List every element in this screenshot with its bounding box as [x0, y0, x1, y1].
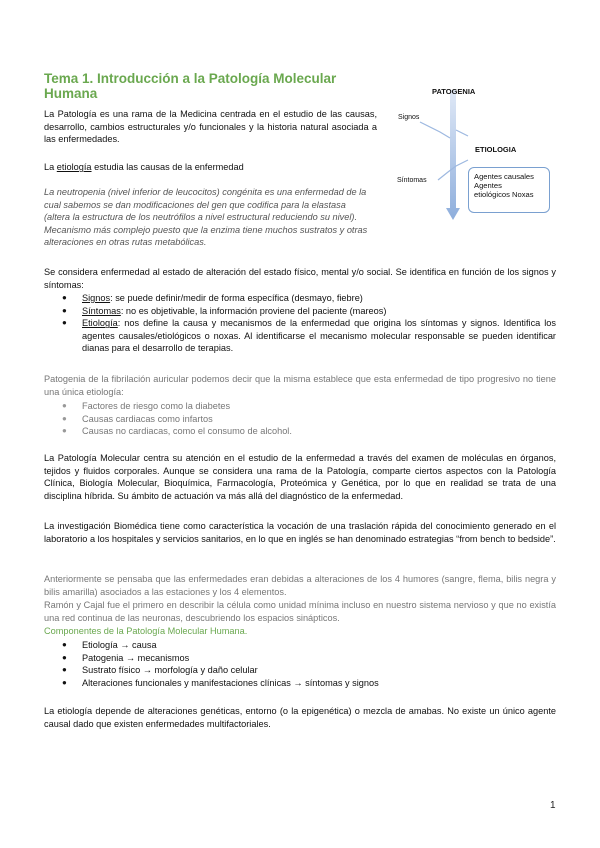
- box-line-2: Agentes: [474, 181, 502, 190]
- list-item: ● Etiología → causa: [44, 639, 556, 652]
- item-text: : no es objetivable, la información proviene del paciente (mareos): [120, 305, 387, 316]
- list-item: ● Alteraciones funcionales y manifestaciones clínicas → síntomas y signos: [44, 677, 556, 690]
- list-item: ● Patogenia → mecanismos: [44, 652, 556, 665]
- box-line-3: etiológicos Noxas: [474, 190, 534, 199]
- list-item: ● Causas no cardiacas, como el consumo de alcohol.: [44, 425, 556, 438]
- box-line-1: Agentes causales: [474, 172, 534, 181]
- list-item: [44, 292, 556, 305]
- list-item: ● Sustrato físico → morfología y daño celular: [44, 664, 556, 677]
- fibrilation-list: [44, 400, 556, 438]
- list-item: [44, 305, 556, 318]
- item-term: Signos: [82, 293, 111, 303]
- page-number: 1: [550, 800, 556, 811]
- fibrilation-paragraph: Patogenia de la fibrilación auricular podemos decir que la misma establece que esta enfermedad de tipo progresivo no tiene una única etiología:: [44, 374, 556, 397]
- etiology-term: etiología: [56, 162, 92, 172]
- etiology-prefix: La: [44, 162, 57, 172]
- final-paragraph: La etiología depende de alteraciones genéticas, entorno (o la epigenética) o mezcla de amabas. No existe un único agente causal dado que existen enfermedades multifactoriales.: [44, 706, 556, 729]
- item-term: Etiología: [82, 318, 118, 329]
- components-heading: Componentes de la Patología Molecular Humana.: [44, 626, 248, 636]
- item-term: Síntomas: [82, 305, 121, 316]
- etiology-suffix: estudia las causas de la enfermedad: [91, 162, 244, 172]
- label-patogenia: PATOGENIA: [432, 87, 476, 96]
- list-item: [44, 317, 556, 355]
- list-item: ● Factores de riesgo como la diabetes: [44, 400, 556, 413]
- components-list: [44, 639, 556, 689]
- label-etiologia: ETIOLOGIA: [475, 145, 517, 154]
- history-paragraph-1: Anteriormente se pensaba que las enfermedades eran debidas a alteraciones de los 4 humores (sangre, flema, bilis negra y bilis amarilla) asociados a las estaciones y los 4 elementos.: [44, 574, 556, 597]
- item-text: : se puede definir/medir de forma específica (desmayo, fiebre): [110, 293, 363, 303]
- item-text: : nos define la causa y mecanismos de la enfermedad que origina los síntomas y signos. Identifica los agentes causales/etiológicos o noxas. Al identificarse el mecanismo molecular responsable se pueden identificar dianas para el desarrollo de terapias.: [82, 318, 556, 354]
- list-item: ● Causas cardiacas como infartos: [44, 413, 556, 426]
- disease-list: [44, 292, 556, 355]
- etiology-line: [44, 161, 377, 174]
- down-arrow: [446, 90, 460, 220]
- causal-agents-box: [468, 167, 550, 213]
- intro-paragraph: La Patología es una rama de la Medicina centrada en el estudio de las causas, desarrollo, cambios estructurales y/o funcionales y la historia natural asociada a las enfermedades.: [44, 109, 377, 145]
- connector-signos: [420, 122, 450, 138]
- connector-etiologia: [456, 130, 468, 136]
- label-signos: Signos: [398, 114, 420, 121]
- label-sintomas: Síntomas: [397, 177, 427, 184]
- biomedical-research-paragraph: La investigación Biomédica tiene como característica la vocación de una traslación rápida del conocimiento generado en el laboratorio a los hospitales y servicios sanitarios, en lo que en inglés se han denominado estrategias “from bench to bedside”.: [44, 521, 556, 544]
- history-paragraph-2: Ramón y Cajal fue el primero en describir la célula como unidad mínima incluso en nuestro sistema nervioso y que no existía una red continua de las neuronas, descubriendo los espacios sinápticos.: [44, 600, 556, 623]
- neutropenia-example: La neutropenia (nivel inferior de leucocitos) congénita es una enfermedad de la cual sabemos se dan modificaciones del gen que codifica para la elastasa (altera la estructura de los neutrófilos a nivel estructural reduciendo su nivel). Mecanismo más complejo puesto que la enzima tiene muchos sustratos y otras alteraciones en otras rutas metabólicas.: [44, 187, 368, 248]
- molecular-pathology-paragraph: La Patología Molecular centra su atención en el estudio de la enfermedad a través del examen de moléculas en órganos, tejidos y fluidos corporales. Aunque se considera una rama de la Patología, comparte ciertos aspectos con la Patología Clínica, Biología Molecular, Bioquímica, Farmacología, Proteómica y Genética, por lo que en realidad se trata de una disciplina híbrida. Su ámbito de actuación va más allá del diagnóstico de la enfermedad.: [44, 453, 556, 501]
- page-title: Tema 1. Introducción a la Patología Molecular Humana: [44, 71, 337, 101]
- disease-definition: Se considera enfermedad al estado de alteración del estado físico, mental y/o social. Se identifica en función de los signos y síntomas:: [44, 267, 556, 290]
